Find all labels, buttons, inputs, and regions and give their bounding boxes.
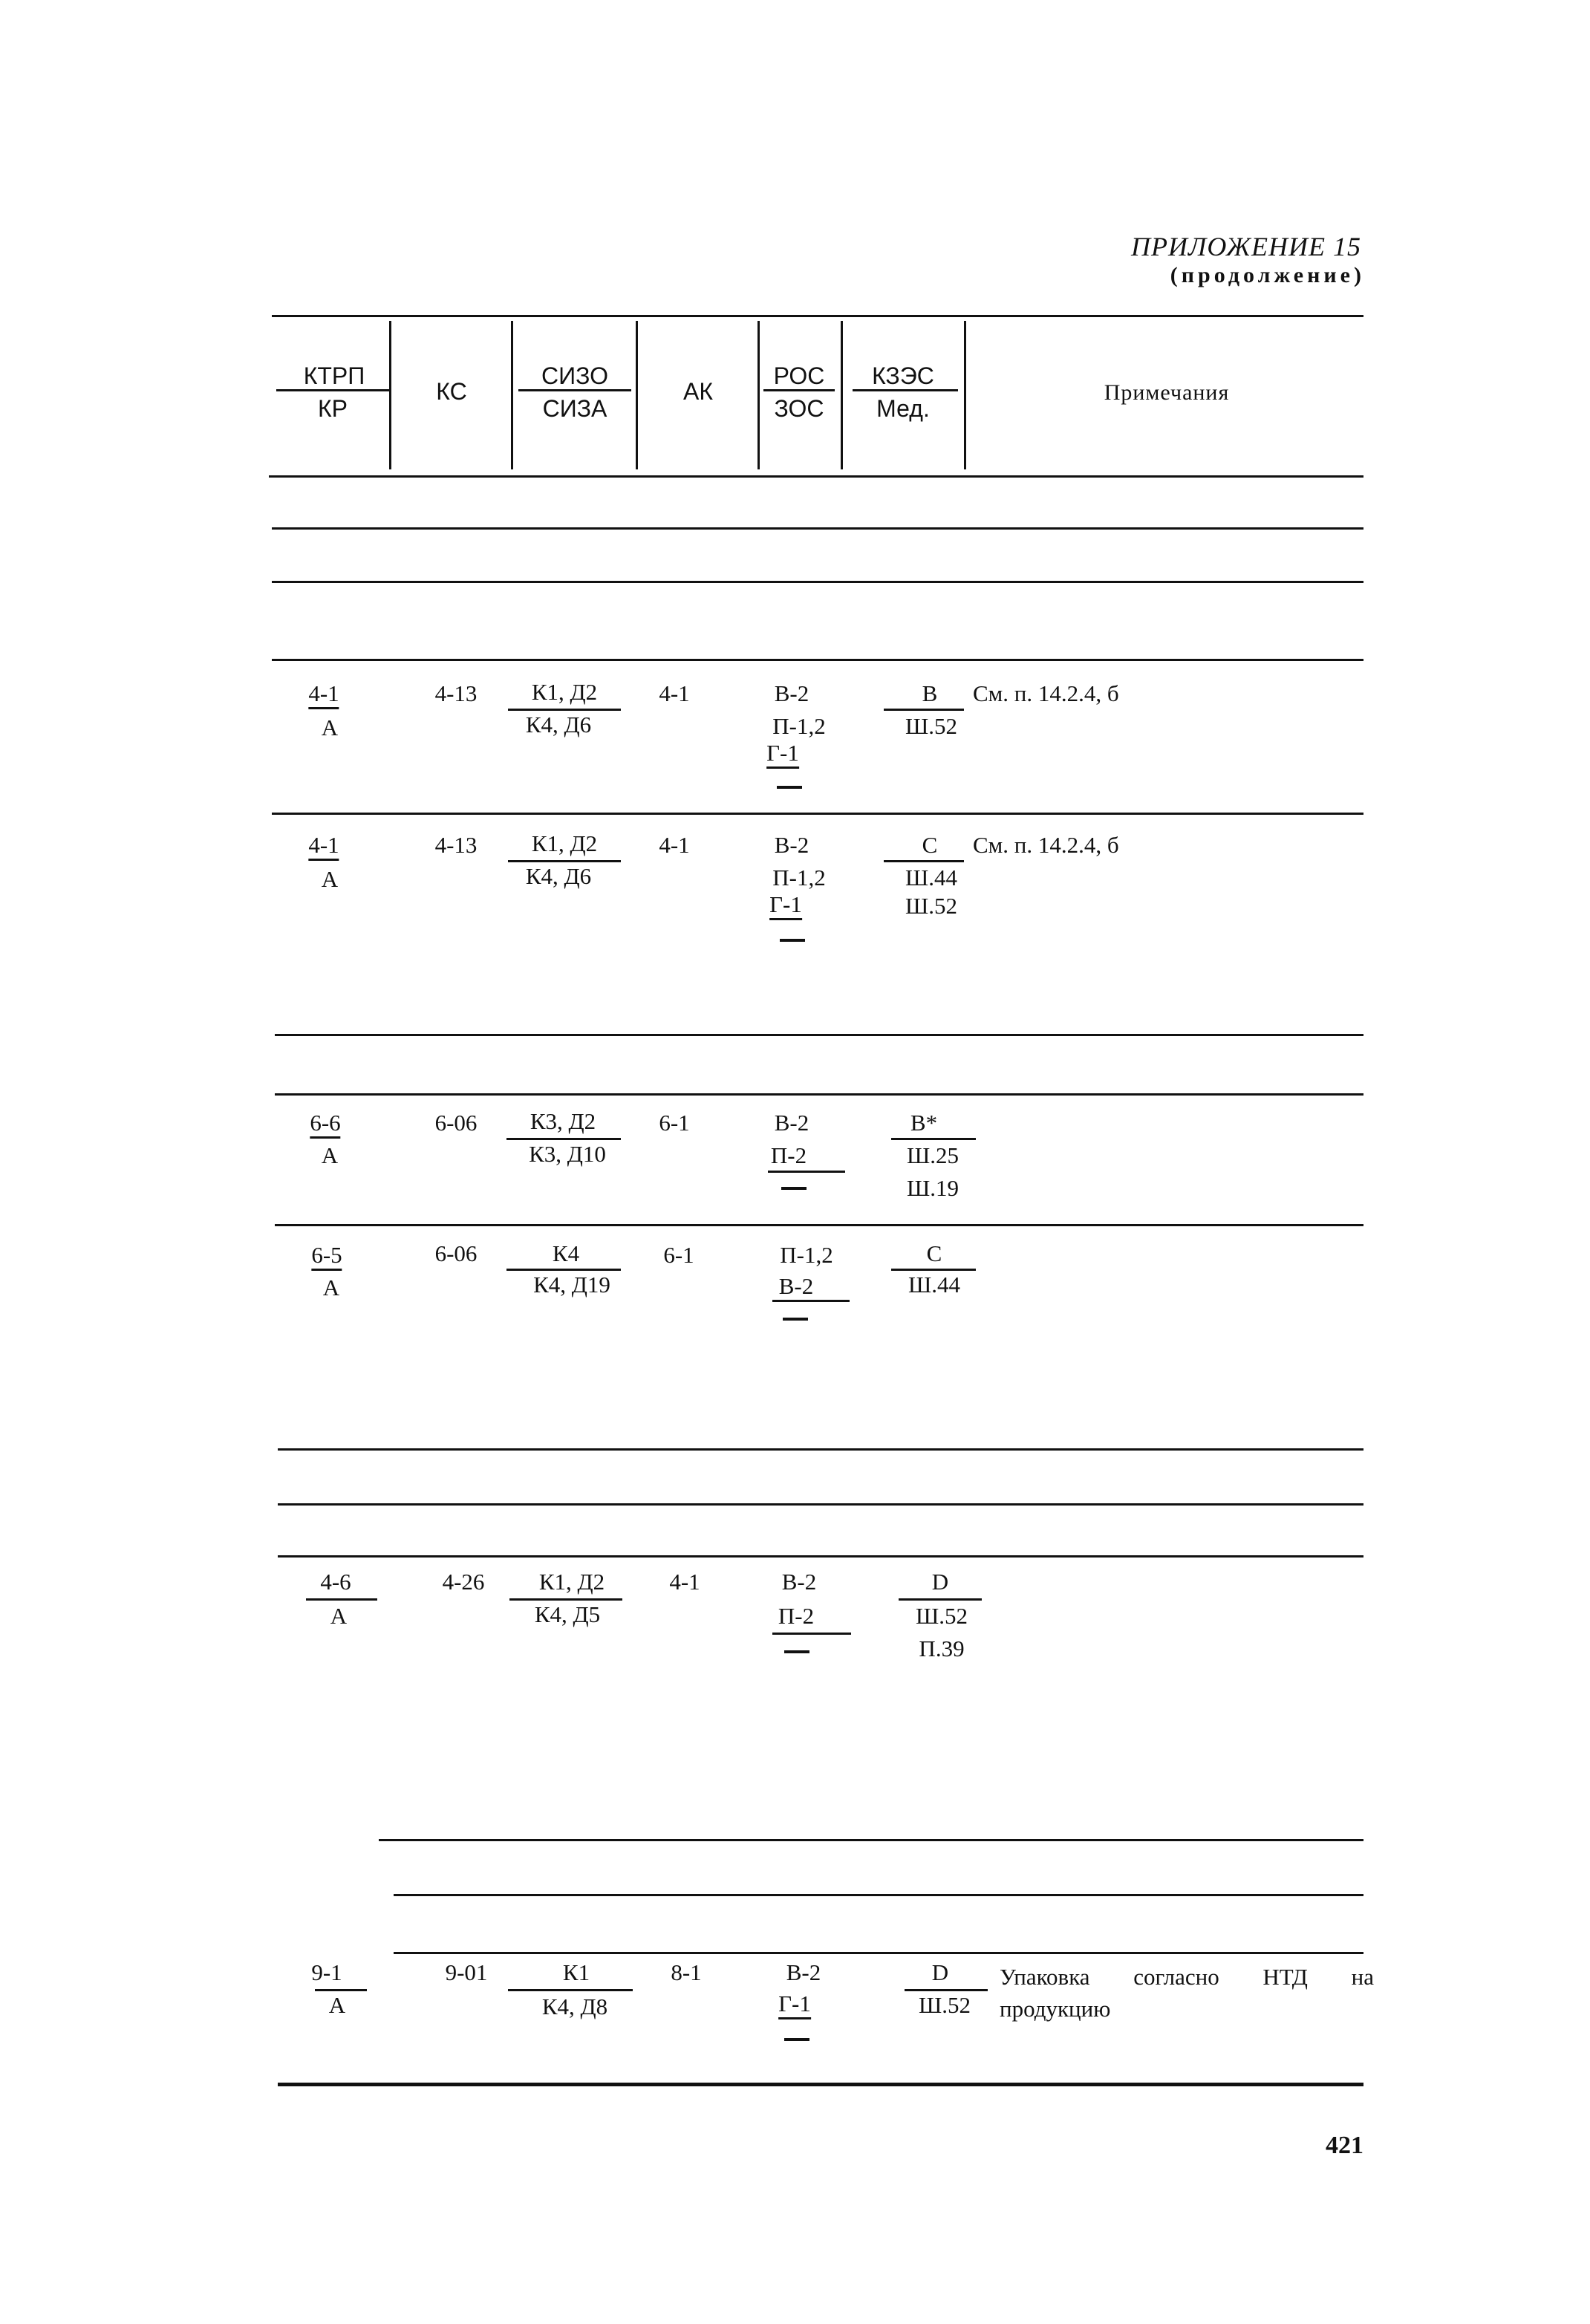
cell-note: См. п. 14.2.4, б <box>973 832 1119 858</box>
cell-ak: 6-1 <box>663 1242 694 1268</box>
fraction-bar <box>506 1269 621 1271</box>
cell-ros-line: В-2 <box>774 832 809 858</box>
header-med: Мед. <box>876 395 930 422</box>
cell-ros-line: Г-1 <box>769 893 802 920</box>
cell-zos-dash <box>780 939 805 942</box>
cell-sizo: К1, Д2 <box>531 830 598 856</box>
cell-ks: 4-26 <box>442 1569 485 1595</box>
cell-sizo: К1, Д2 <box>531 679 598 705</box>
column-divider <box>389 321 391 469</box>
cell-med: Ш.52 <box>915 1603 968 1629</box>
cell-ak: 6-1 <box>659 1110 690 1136</box>
cell-kr: А <box>322 1275 340 1301</box>
appendix-subtitle: (продолжение) <box>1170 263 1365 287</box>
cell-kr: А <box>321 1142 339 1168</box>
fraction-bar <box>905 1989 988 1991</box>
column-divider <box>511 321 513 469</box>
cell-ak: 8-1 <box>671 1959 702 1985</box>
cell-ktrp: 6-5 <box>311 1243 342 1271</box>
cell-med: Ш.44 <box>905 865 958 891</box>
cell-ros-line: П-1,2 <box>772 865 826 891</box>
table-rule <box>272 813 1363 815</box>
cell-ros-line: В-2 <box>781 1569 817 1595</box>
fraction-bar <box>506 1138 621 1140</box>
cell-siza: К4, Д6 <box>525 712 592 738</box>
cell-note: См. п. 14.2.4, б <box>973 680 1119 706</box>
cell-med: Ш.25 <box>906 1142 959 1168</box>
cell-ros-line: П-2 <box>778 1603 815 1629</box>
header-ros-fraction-bar <box>763 389 835 391</box>
cell-kr: А <box>321 866 339 892</box>
cell-med: Ш.52 <box>905 713 958 739</box>
header-siza: СИЗА <box>542 395 607 422</box>
cell-med: П.39 <box>919 1635 965 1661</box>
header-sizo-fraction-bar <box>518 389 631 391</box>
fraction-bar <box>884 860 964 862</box>
cell-ak: 4-1 <box>669 1569 700 1595</box>
cell-ktrp: 6-6 <box>310 1111 340 1139</box>
cell-ktrp: 4-6 <box>320 1569 351 1595</box>
table-rule <box>275 1034 1363 1036</box>
cell-kzes: D <box>931 1959 949 1985</box>
cell-zos-dash <box>783 1318 808 1321</box>
cell-ks: 6-06 <box>434 1240 478 1266</box>
fraction-bar <box>306 1598 377 1601</box>
cell-ros-line: В-2 <box>778 1273 814 1299</box>
header-kzes: КЗЭС <box>872 362 934 389</box>
cell-kzes: В <box>922 680 938 706</box>
cell-ros-line: В-2 <box>774 1110 809 1136</box>
appendix-title: ПРИЛОЖЕНИЕ 15 <box>1131 232 1361 261</box>
table-rule <box>272 581 1363 583</box>
fraction-bar <box>891 1269 976 1271</box>
header-ktrp-fraction-bar <box>276 389 389 391</box>
fraction-bar <box>899 1598 982 1601</box>
column-divider <box>964 321 966 469</box>
fraction-bar <box>772 1633 851 1635</box>
table-rule <box>379 1839 1363 1841</box>
header-ak: АК <box>683 378 713 405</box>
header-ks: КС <box>436 378 467 405</box>
fraction-bar <box>768 1171 845 1173</box>
cell-med: Ш.19 <box>906 1175 959 1201</box>
cell-ak: 4-1 <box>659 680 690 706</box>
cell-ktrp: 4-1 <box>308 833 339 861</box>
table-rule <box>394 1952 1363 1954</box>
table-rule <box>269 475 1363 478</box>
header-kzes-fraction-bar <box>853 389 958 391</box>
cell-kr: А <box>328 1992 346 2018</box>
fraction-bar <box>508 860 621 862</box>
cell-med: Ш.44 <box>908 1272 961 1298</box>
fraction-bar <box>315 1989 367 1991</box>
cell-siza: К4, Д6 <box>525 863 592 889</box>
header-sizo: СИЗО <box>541 362 608 389</box>
header-zos: ЗОС <box>774 395 824 422</box>
table-rule <box>275 1093 1363 1096</box>
cell-zos-dash <box>784 1650 809 1653</box>
cell-siza: К4, Д19 <box>533 1272 610 1298</box>
cell-ros-line: П-1,2 <box>772 713 826 739</box>
cell-ktrp: 9-1 <box>311 1959 342 1985</box>
column-divider <box>841 321 843 469</box>
cell-kzes: С <box>922 832 938 858</box>
cell-ktrp: 4-1 <box>308 682 339 709</box>
cell-kr: А <box>321 715 339 741</box>
cell-ks: 6-06 <box>434 1110 478 1136</box>
cell-kzes: С <box>926 1240 942 1266</box>
cell-kzes: В* <box>910 1110 938 1136</box>
cell-ks: 9-01 <box>445 1959 488 1985</box>
table-top-rule <box>272 315 1363 317</box>
table-rule <box>278 1555 1363 1558</box>
fraction-bar <box>891 1138 976 1140</box>
cell-siza: К4, Д5 <box>534 1601 601 1627</box>
fraction-bar <box>884 709 964 711</box>
cell-sizo: К3, Д2 <box>530 1108 596 1134</box>
fraction-bar <box>508 709 621 711</box>
cell-sizo: К1 <box>562 1959 590 1985</box>
cell-siza: К4, Д8 <box>541 1993 608 2019</box>
page-number: 421 <box>1326 2132 1363 2159</box>
cell-ks: 4-13 <box>434 832 478 858</box>
cell-kzes: D <box>931 1569 949 1595</box>
table-rule <box>275 1224 1363 1226</box>
cell-ros-line: В-2 <box>786 1959 821 1985</box>
fraction-bar <box>508 1989 633 1991</box>
column-divider <box>757 321 760 469</box>
table-bottom-rule <box>278 2083 1363 2086</box>
cell-note: Упаковка согласно НТД на продукцию <box>1000 1964 1374 2022</box>
table-rule <box>278 1503 1363 1506</box>
cell-ros-line: Г-1 <box>766 741 799 769</box>
cell-zos-dash <box>784 2038 809 2041</box>
fraction-bar <box>509 1598 622 1601</box>
cell-ros-line: Г-1 <box>778 1992 811 2019</box>
table-rule <box>272 527 1363 530</box>
cell-ak: 4-1 <box>659 832 690 858</box>
cell-ros-line: П-1,2 <box>780 1242 833 1268</box>
cell-zos-dash <box>777 786 802 789</box>
cell-sizo: К4 <box>552 1240 580 1266</box>
cell-sizo: К1, Д2 <box>538 1569 605 1595</box>
cell-ros-line: В-2 <box>774 680 809 706</box>
cell-zos-dash <box>781 1187 807 1190</box>
fraction-bar <box>772 1300 850 1302</box>
cell-ros-line: П-2 <box>770 1142 807 1168</box>
header-kr: КР <box>318 395 348 422</box>
cell-med: Ш.52 <box>905 893 958 919</box>
cell-siza: К3, Д10 <box>529 1141 606 1167</box>
header-ktrp: КТРП <box>303 362 365 389</box>
header-notes: Примечания <box>1104 380 1230 405</box>
table-rule <box>278 1448 1363 1451</box>
table-rule <box>272 659 1363 661</box>
table-rule <box>394 1894 1363 1896</box>
header-ros: РОС <box>773 362 825 389</box>
column-divider <box>636 321 638 469</box>
cell-ks: 4-13 <box>434 680 478 706</box>
cell-kr: А <box>330 1603 348 1629</box>
cell-med: Ш.52 <box>918 1992 971 2018</box>
